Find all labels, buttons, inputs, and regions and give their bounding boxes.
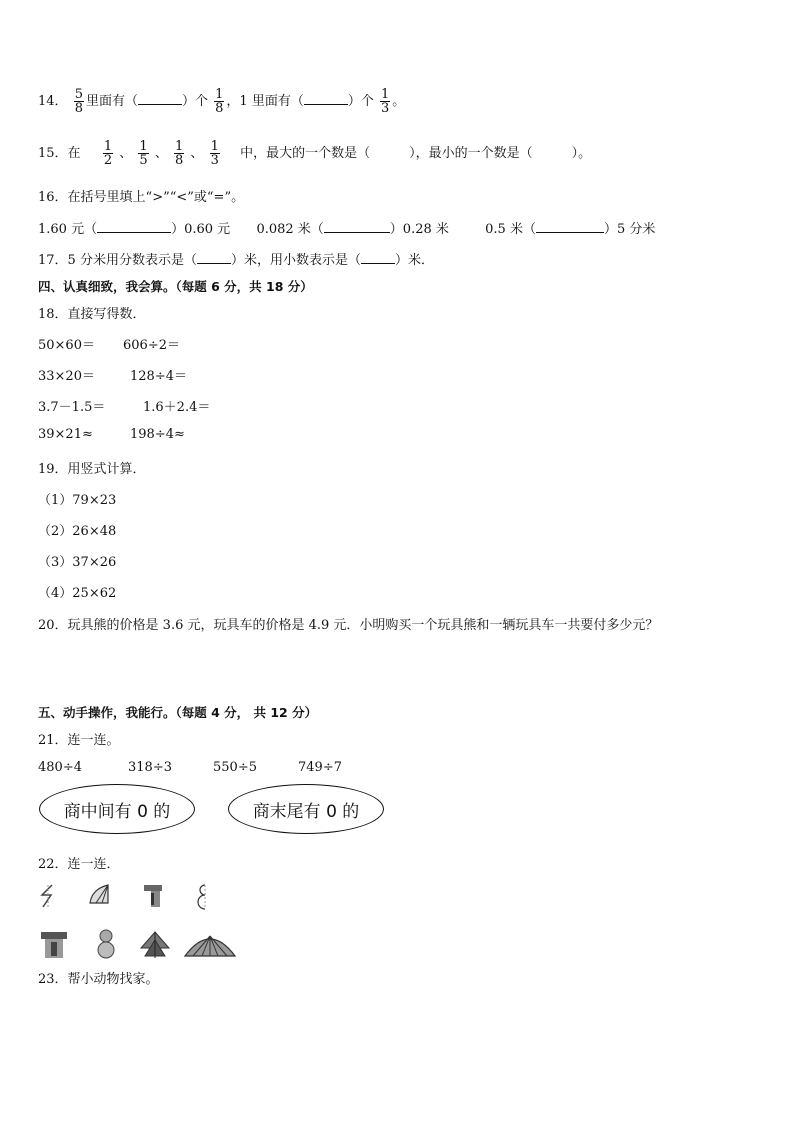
q18-expr: 606÷2＝ xyxy=(123,338,180,353)
half-mailbox-icon[interactable] xyxy=(142,883,164,909)
answer-blank[interactable] xyxy=(197,251,231,264)
oval-trailing-zero[interactable]: 商末尾有 0 的 xyxy=(228,784,384,834)
q18-expr: 198÷4≈ xyxy=(130,427,185,442)
q21-expr: 318÷3 xyxy=(128,760,172,775)
q21-expr: 749÷7 xyxy=(298,760,342,775)
q19-item: （1）79×23 xyxy=(38,493,117,508)
fraction-1-5: $\frac{1}{5}$ xyxy=(139,139,148,168)
fraction-1-3: $\frac{1}{3}$ xyxy=(380,87,390,116)
question-17: 17．5 分米用分数表示是（ ）米，用小数表示是（ ）米． xyxy=(38,253,434,268)
q19-item: （3）37×26 xyxy=(38,555,117,570)
question-15: 15．在 $\frac{1}{2}$ 、 $\frac{1}{5}$ 、 $\frac{1}{8}$ 、 $\frac{1}{3}$ 中，最大的一个数是（ ），最小的一个数是（ ）。 xyxy=(38,139,592,168)
question-14: 14． $\frac{5}{8}$ 里面有（ ）个 $\frac{1}{8}$ ，1 里面有（ ）个 $\frac{1}{3}$ 。 xyxy=(38,87,406,116)
q19-item: （2）26×48 xyxy=(38,524,117,539)
q18-expr: 1.6＋2.4＝ xyxy=(143,400,211,415)
fraction-5-8: $\frac{5}{8}$ xyxy=(74,87,83,116)
mailbox-icon[interactable] xyxy=(39,930,69,960)
answer-blank[interactable] xyxy=(324,220,390,233)
question-16: 16．在括号里填上“>”“<”或“=”。 xyxy=(38,190,245,205)
q19-item: （4）25×62 xyxy=(38,586,117,601)
question-22-title: 22．连一连． xyxy=(38,857,120,872)
fraction-1-8: $\frac{1}{8}$ xyxy=(215,87,224,116)
q21-expr: 480÷4 xyxy=(38,760,82,775)
fraction-1-8: $\frac{1}{8}$ xyxy=(174,139,184,168)
section-4-heading: 四、认真细致，我会算。（每题 6 分，共 18 分） xyxy=(38,279,313,294)
question-23-title: 23．帮小动物找家。 xyxy=(38,972,159,987)
tree-shape-icon[interactable] xyxy=(139,930,171,960)
question-16-items: 1.60 元（ ）0.60 元 0.082 米（ ）0.28 米 0.5 米（ ）5 分米 xyxy=(38,222,656,237)
fraction-1-3: $\frac{1}{3}$ xyxy=(210,139,219,168)
q18-expr: 128÷4＝ xyxy=(130,369,187,384)
q18-expr: 50×60＝ xyxy=(38,338,95,353)
answer-blank[interactable] xyxy=(304,92,348,105)
q18-expr: 3.7－1.5＝ xyxy=(38,400,106,415)
half-umbrella-icon[interactable] xyxy=(88,883,114,907)
oval-middle-zero[interactable]: 商中间有 0 的 xyxy=(39,784,195,834)
q18-expr: 33×20＝ xyxy=(38,369,95,384)
fraction-1-2: $\frac{1}{2}$ xyxy=(103,139,113,168)
answer-blank[interactable] xyxy=(97,220,171,233)
umbrella-icon[interactable] xyxy=(183,932,237,960)
answer-blank[interactable] xyxy=(138,92,182,105)
half-snowman-icon[interactable] xyxy=(195,883,211,911)
question-18-title: 18．直接写得数． xyxy=(38,307,146,322)
question-19-title: 19．用竖式计算． xyxy=(38,462,146,477)
q18-expr: 39×21≈ xyxy=(38,427,93,442)
question-20: 20．玩具熊的价格是 3.6 元，玩具车的价格是 4.9 元．小明购买一个玩具熊和一辆玩具车一共要付多少元？ xyxy=(38,618,659,633)
answer-blank[interactable] xyxy=(361,251,395,264)
snowman-icon[interactable] xyxy=(94,928,118,960)
section-5-heading: 五、动手操作，我能行。（每题 4 分， 共 12 分） xyxy=(38,705,318,720)
q21-expr: 550÷5 xyxy=(213,760,257,775)
question-21-title: 21．连一连。 xyxy=(38,733,120,748)
half-lightning-icon[interactable] xyxy=(38,883,58,909)
answer-blank[interactable] xyxy=(536,220,604,233)
